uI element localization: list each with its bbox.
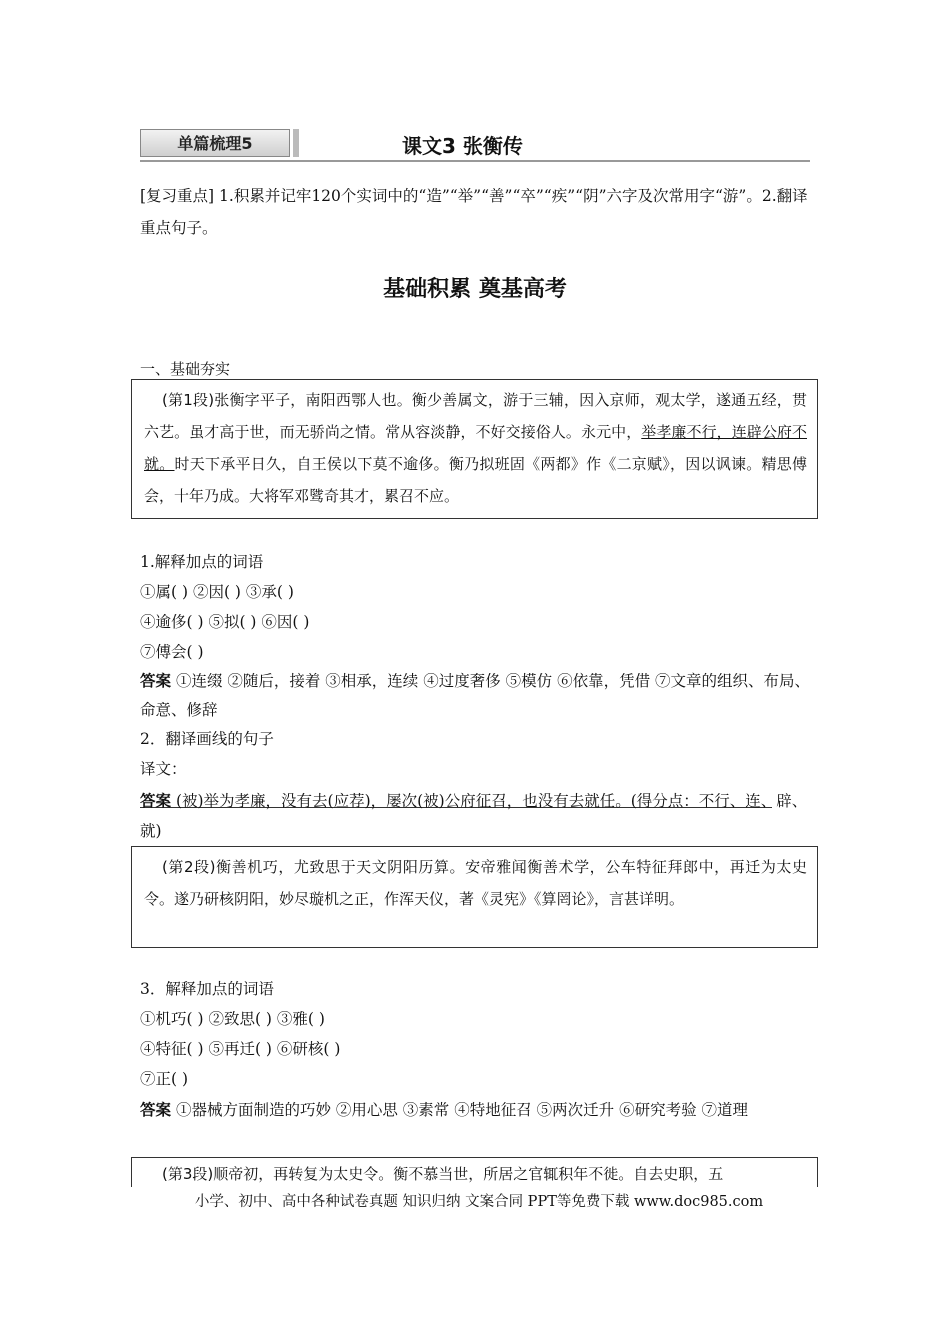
passage-box-1 [131, 379, 818, 519]
passage-box-3 [131, 1157, 818, 1187]
passage-3-text: (第3段)顺帝初，再转复为太史令。衡不慕当世，所居之官辄积年不徙。自去史职，五 [162, 1165, 724, 1183]
review-focus-label: [复习重点] [140, 187, 215, 205]
passage-3 [144, 1158, 807, 1190]
translation-label: 译文： [140, 760, 187, 778]
lesson-title: 课文3 张衡传 [402, 134, 523, 158]
review-focus [140, 180, 812, 244]
question-3 [140, 974, 812, 1094]
answer-1 [140, 667, 812, 725]
question-1 [140, 547, 812, 667]
question-2-title: 2．翻译画线的句子 [140, 730, 274, 748]
answer-label: 答案 [140, 792, 172, 810]
passage-1-text-a: (第1段)张衡字平子，南阳西鄂人也。衡少善属文，游于三辅，因入京师，观太学，遂通五经，贯六艺。虽才高于世，而无骄尚之情。常从容淡静，不好交接俗人。永元中， [144, 391, 807, 441]
question-3-row: ①机巧( ) ②致思( ) ③雅( ) [140, 1010, 325, 1028]
header-rule [140, 160, 810, 162]
passage-2 [144, 851, 807, 915]
answer-label: 答案 [140, 1101, 172, 1119]
section-heading: 一、基础夯实 [140, 360, 231, 378]
main-title: 基础积累 奠基高考 [383, 277, 567, 302]
passage-1-text-b: 时天下承平日久，自王侯以下莫不逾侈。衡乃拟班固《两都》作《二京赋》，因以讽谏。精思傅会，十年乃成。大将军邓骘奇其才，累召不应。 [144, 455, 807, 505]
question-3-row: ⑦正( ) [140, 1070, 189, 1088]
passage-1-underlined: 举孝廉不行，连辟公府不就。 [144, 423, 807, 473]
answer-text: ①器械方面制造的巧妙 ②用心思 ③素常 ④特地征召 ⑤两次迁升 ⑥研究考验 ⑦道理 [171, 1101, 749, 1119]
passage-2-text: (第2段)衡善机巧，尤致思于天文阴阳历算。安帝雅闻衡善术学，公车特征拜郎中，再迁为太史令。遂乃研核阴阳，妙尽璇机之正，作浑天仪，著《灵宪》《算罔论》，言甚详明。 [144, 858, 807, 908]
question-1-row: ⑦傅会( ) [140, 643, 204, 661]
review-focus-text: 1.积累并记牢120个实词中的“造”“举”“善”“卒”“疾”“阴”六字及次常用字“游”。2.翻译重点句子。 [140, 187, 808, 237]
header [140, 124, 810, 162]
question-1-row: ①属( ) ②因( ) ③承( ) [140, 583, 294, 601]
question-3-row: ④特征( ) ⑤再迁( ) ⑥研核( ) [140, 1040, 341, 1058]
question-1-row: ④逾侈( ) ⑤拟( ) ⑥因( ) [140, 613, 310, 631]
answer-3 [140, 1096, 812, 1125]
passage-1 [144, 384, 807, 512]
answer-text: ①连缀 ②随后，接着 ③相承，连续 ④过度奢侈 ⑤模仿 ⑥依靠，凭借 ⑦文章的组织、布局、命意、修辞 [140, 672, 811, 719]
passage-box-2 [131, 846, 818, 948]
question-3-title: 3．解释加点的词语 [140, 980, 274, 998]
section-tag: 单篇梳理5 [140, 129, 290, 157]
answer-label: 答案 [140, 672, 172, 690]
answer-2 [140, 786, 812, 846]
answer-text: (被)举为孝廉，没有去(应荐)，屡次(被)公府征召，也没有去就任。(得分点：不行、连、辟、就) [140, 792, 808, 840]
question-1-title: 1.解释加点的词语 [140, 553, 264, 571]
footer-ad: 小学、初中、高中各种试卷真题 知识归纳 文案合同 PPT等免费下载 www.doc985.com [194, 1194, 764, 1210]
